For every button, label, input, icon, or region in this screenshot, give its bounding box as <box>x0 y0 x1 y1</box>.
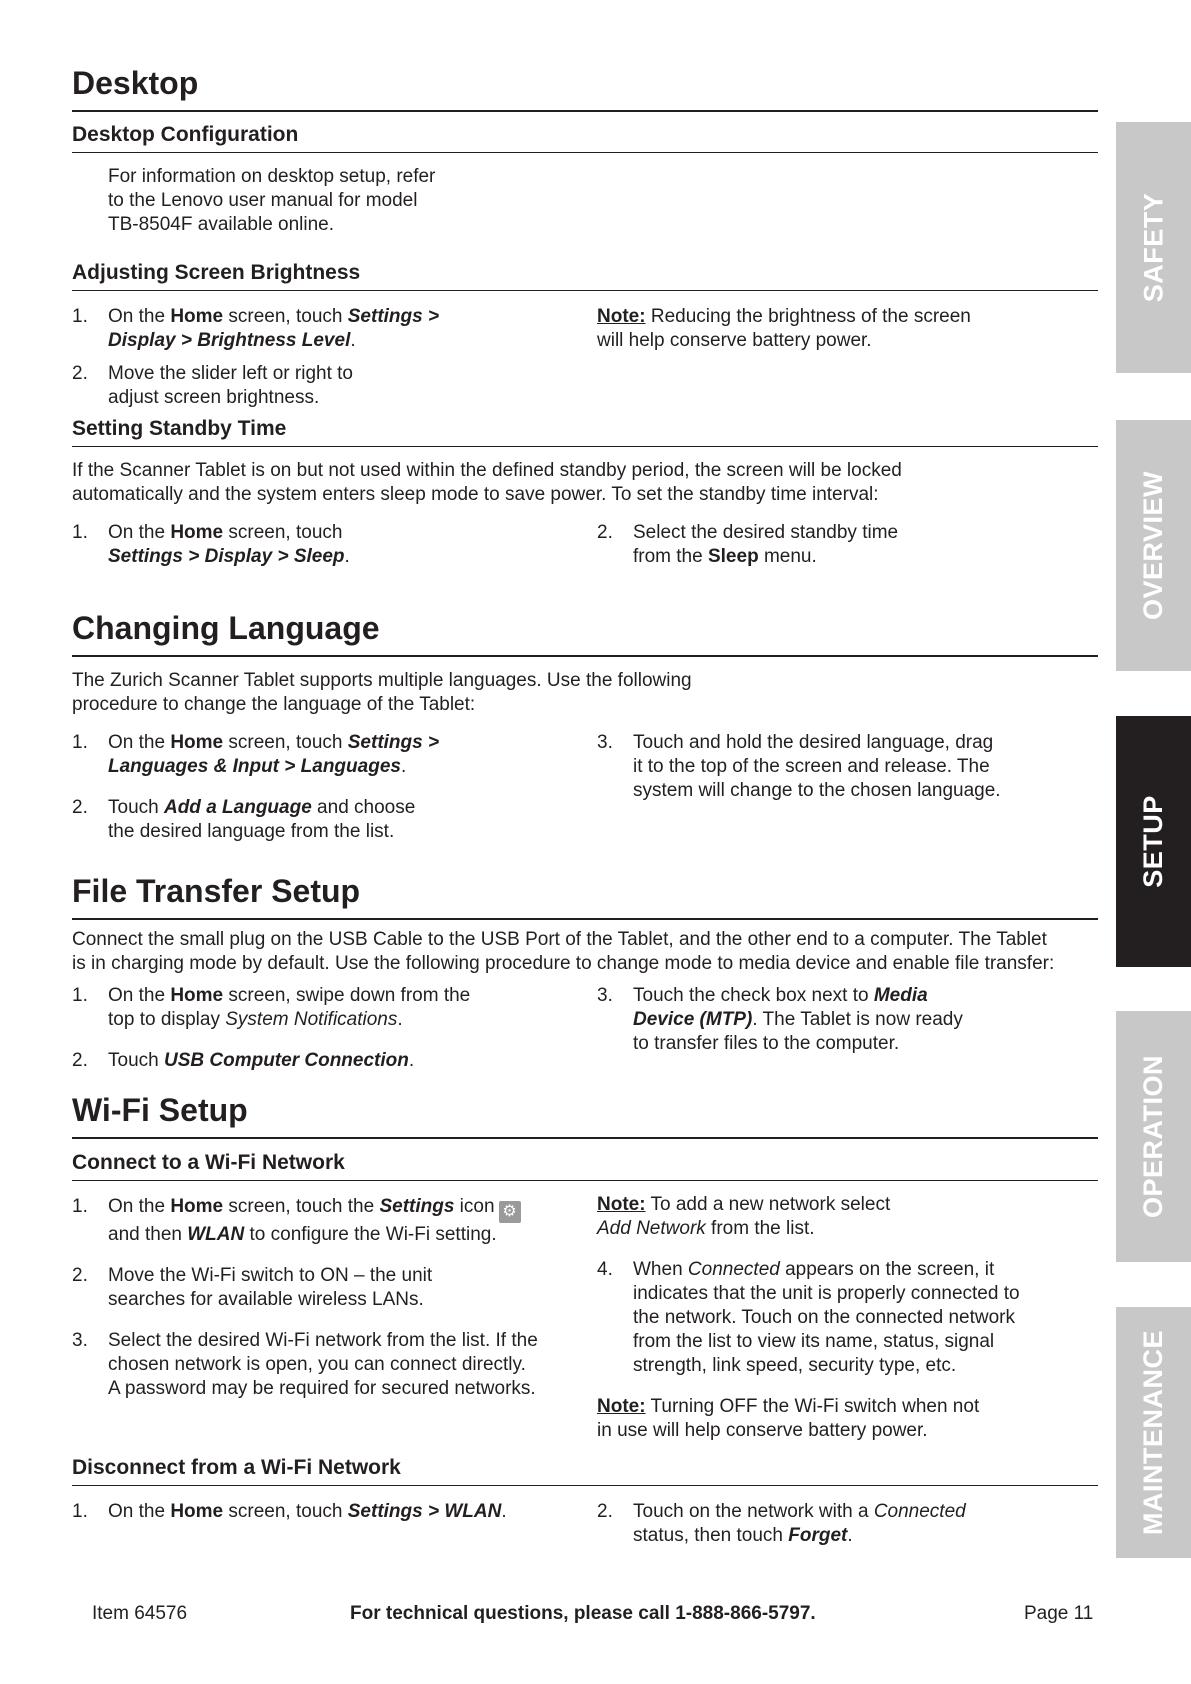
standby-heading: Setting Standby Time <box>72 416 1098 447</box>
list-item: 1. On the Home screen, touch the Settings icon ⚙ and then WLAN to configure the Wi-Fi setting. <box>72 1195 597 1247</box>
config-line: For information on desktop setup, refer <box>108 166 436 187</box>
footer-page-number: Page 11 <box>1024 1603 1094 1624</box>
list-item: 2. Touch Add a Language and choose the desired language from the list. <box>72 797 416 842</box>
gear-icon: ⚙ <box>499 1201 521 1223</box>
list-item: 1. On the Home screen, swipe down from the top to display System Notifications. <box>72 985 471 1030</box>
desktop-config-heading: Desktop Configuration <box>72 122 1098 153</box>
wifi-heading: Wi-Fi Setup <box>72 1091 1098 1139</box>
footer-support-line: For technical questions, please call 1-888-866-5797. <box>350 1603 816 1624</box>
tab-label: OPERATION <box>1138 1054 1169 1219</box>
list-item: 1. On the Home screen, touch Settings > Display > Sleep. <box>72 522 350 567</box>
list-item: 2. Move the slider left or right to adjust screen brightness. <box>72 363 353 408</box>
tab-label: SAFETY <box>1138 192 1169 303</box>
list-item: 2. Select the desired standby time from the Sleep menu. <box>597 522 899 567</box>
file-transfer-intro: Connect the small plug on the USB Cable to the USB Port of the Tablet, and the other end to a computer. The Tablet is in charging mode by default. Use the following procedure to change mode to media device and enable file transfer: <box>72 929 1055 974</box>
desktop-heading: Desktop <box>72 64 1098 112</box>
desktop-config-text <box>72 165 1098 237</box>
brightness-note: Note: Reducing the brightness of the screen will help conserve battery power. <box>597 306 971 351</box>
language-intro: The Zurich Scanner Tablet supports multiple languages. Use the following procedure to change the language of the Tablet: <box>72 670 692 715</box>
footer-item-number: Item 64576 <box>92 1603 188 1624</box>
file-transfer-heading: File Transfer Setup <box>72 872 1098 920</box>
tab-safety[interactable] <box>1116 122 1191 373</box>
tab-label: SETUP <box>1138 795 1168 888</box>
standby-intro: If the Scanner Tablet is on but not used within the defined standby period, the screen will be locked automatically and the system enters sleep mode to save power. To set the standby time interval: <box>72 460 902 505</box>
tab-operation[interactable] <box>1116 1011 1191 1262</box>
list-item: 3. Select the desired Wi-Fi network from the list. If the chosen network is open, you can connect directly. A password may be required for secured networks. <box>72 1330 538 1399</box>
wifi-block <box>72 1091 1098 1139</box>
tab-label: OVERVIEW <box>1138 470 1169 621</box>
language-block <box>72 609 1098 844</box>
brightness-block <box>72 260 1098 410</box>
tab-overview[interactable] <box>1116 420 1191 671</box>
list-item: 1. On the Home screen, touch Settings > Languages & Input > Languages. <box>72 732 440 777</box>
list-item: 2. Touch on the network with a Connected status, then touch Forget. <box>597 1501 966 1546</box>
list-item: 2. Touch USB Computer Connection. <box>72 1050 415 1071</box>
brightness-heading: Adjusting Screen Brightness <box>72 260 1098 291</box>
tab-setup[interactable] <box>1116 716 1191 967</box>
list-item: 1. On the Home screen, touch Settings > Display > Brightness Level. <box>72 306 440 351</box>
list-item: 4. When Connected appears on the screen, it indicates that the unit is properly connected to the network. Touch on the connected network from the list to view its name, status, signal strength, link speed, security type, etc. <box>597 1259 1020 1376</box>
desktop-section <box>72 64 1098 112</box>
wifi-note-battery: Note: Turning OFF the Wi-Fi switch when not in use will help conserve battery power. <box>597 1396 980 1441</box>
standby-block <box>72 416 1098 569</box>
tab-label: MAINTENANCE <box>1138 1330 1168 1535</box>
wifi-connect-heading: Connect to a Wi-Fi Network <box>72 1150 1098 1181</box>
config-line: to the Lenovo user manual for model <box>108 190 418 211</box>
list-item: 2. Move the Wi-Fi switch to ON – the unit searches for available wireless LANs. <box>72 1265 433 1310</box>
wifi-disconnect-block <box>72 1455 1098 1548</box>
list-item: 1. On the Home screen, touch Settings > WLAN. <box>72 1501 507 1522</box>
desktop-config-block <box>72 122 1098 237</box>
language-heading: Changing Language <box>72 609 1098 657</box>
list-item: 3. Touch and hold the desired language, drag it to the top of the screen and release. The system will change to the chosen language. <box>597 732 1001 801</box>
file-transfer-block <box>72 872 1098 1073</box>
wifi-note-add: Note: To add a new network select Add Network from the list. <box>597 1194 891 1239</box>
config-line: TB-8504F available online. <box>108 214 335 235</box>
wifi-disconnect-heading: Disconnect from a Wi-Fi Network <box>72 1455 1098 1486</box>
wifi-connect-block <box>72 1150 1098 1443</box>
tab-maintenance[interactable] <box>1116 1307 1191 1558</box>
list-item: 3. Touch the check box next to Media Device (MTP). The Tablet is now ready to transfer files to the computer. <box>597 985 963 1054</box>
